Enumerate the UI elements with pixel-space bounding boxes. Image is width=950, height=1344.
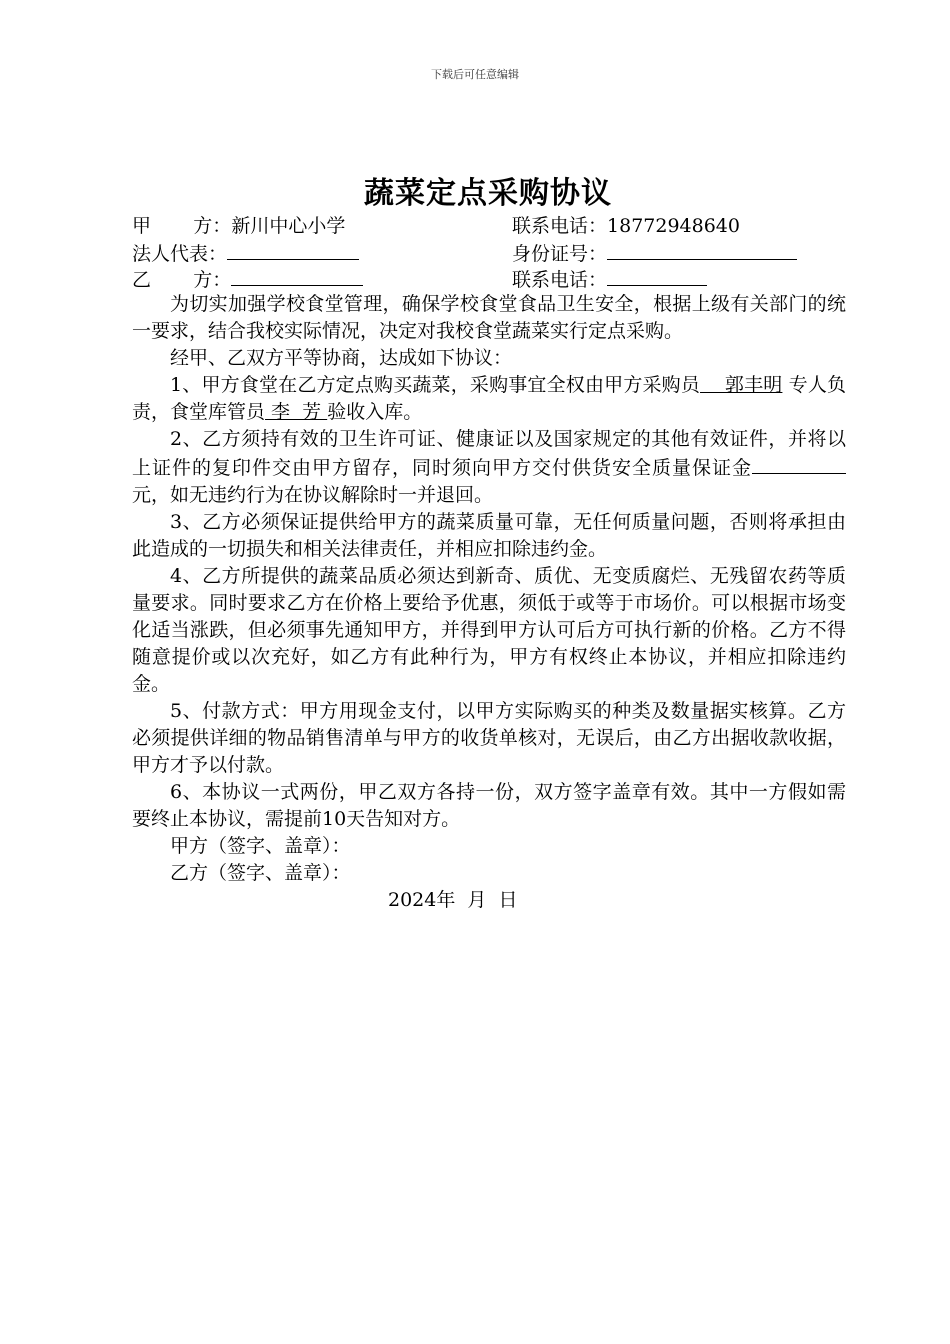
clause-5: 5、付款方式：甲方用现金支付，以甲方实际购买的种类及数量据实核算。乙方必须提供详细的物品销售清单与甲方的收货单核对，无误后，由乙方出据收款收据，甲方才予以付款。 bbox=[132, 700, 846, 776]
party-b-info bbox=[132, 265, 363, 294]
agreement-lead: 经甲、乙双方平等协商，达成如下协议： bbox=[170, 347, 513, 369]
buyer-name: 郭丰明 bbox=[700, 374, 783, 396]
agreement-body bbox=[132, 213, 846, 887]
legal-rep-row bbox=[132, 239, 846, 265]
legal-rep-label: 法人代表： bbox=[132, 243, 228, 265]
storekeeper-name: 李 芳 bbox=[265, 401, 328, 423]
signing-date: 2024年 月 日 bbox=[388, 889, 518, 911]
clause-2: 2、乙方须持有效的卫生许可证、健康证以及国家规定的其他有效证件，并将以上证件的复印件交由甲方留存，同时须向甲方交付供货安全质量保证金元，如无违约行为在协议解除时一并退回。 bbox=[132, 428, 846, 506]
party-b-name-blank[interactable] bbox=[231, 265, 363, 286]
intro-paragraph: 为切实加强学校食堂管理，确保学校食堂食品卫生安全，根据上级有关部门的统一要求，结合我校实际情况，决定对我校食堂蔬菜实行定点采购。 bbox=[132, 293, 846, 342]
party-a-phone bbox=[512, 213, 740, 240]
party-b-row bbox=[132, 265, 846, 291]
clause-1: 1、甲方食堂在乙方定点购买蔬菜，采购事宜全权由甲方采购员 郭丰明 专人负责，食堂库管员 李 芳 验收入库。 bbox=[132, 374, 846, 423]
deposit-amount-blank[interactable] bbox=[752, 453, 846, 474]
clause-6: 6、本协议一式两份，甲乙双方各持一份，双方签字盖章有效。其中一方假如需要终止本协议，需提前10天告知对方。 bbox=[132, 781, 846, 830]
party-b-phone bbox=[512, 265, 707, 294]
party-a-row bbox=[132, 213, 846, 239]
header-note: 下载后可任意编辑 bbox=[431, 68, 519, 81]
party-b-signature: 乙方（签字、盖章）： bbox=[170, 862, 351, 884]
party-a-name: 新川中心小学 bbox=[231, 215, 346, 237]
id-number-label: 身份证号： bbox=[512, 243, 608, 265]
party-b-label: 乙 方： bbox=[132, 269, 232, 291]
clause-4: 4、乙方所提供的蔬菜品质必须达到新奇、质优、无变质腐烂、无残留农药等质量要求。同时要求乙方在价格上要给予优惠，须低于或等于市场价。可以根据市场变化适当涨跌，但必须事先通知甲方，并得到甲方认可后方可执行新的价格。乙方不得随意提价或以次充好，如乙方有此种行为，甲方有权终止本协议，并相应扣除违约金。 bbox=[132, 565, 846, 695]
legal-rep-info bbox=[132, 239, 359, 268]
party-b-phone-label: 联系电话： bbox=[512, 269, 608, 291]
id-number-info bbox=[512, 239, 797, 268]
party-a-phone-label: 联系电话： bbox=[512, 215, 608, 237]
party-a-phone-value: 18772948640 bbox=[607, 215, 740, 237]
legal-rep-blank[interactable] bbox=[227, 239, 359, 260]
party-a-label: 甲 方： bbox=[132, 215, 232, 237]
document-title: 蔬菜定点采购协议 bbox=[364, 176, 612, 211]
party-a-info bbox=[132, 213, 345, 240]
party-a-signature: 甲方（签字、盖章）： bbox=[170, 835, 351, 857]
party-b-phone-blank[interactable] bbox=[607, 265, 707, 286]
id-number-blank[interactable] bbox=[607, 239, 797, 260]
clause-3: 3、乙方必须保证提供给甲方的蔬菜质量可靠，无任何质量问题，否则将承担由此造成的一切损失和相关法律责任，并相应扣除违约金。 bbox=[132, 511, 846, 560]
